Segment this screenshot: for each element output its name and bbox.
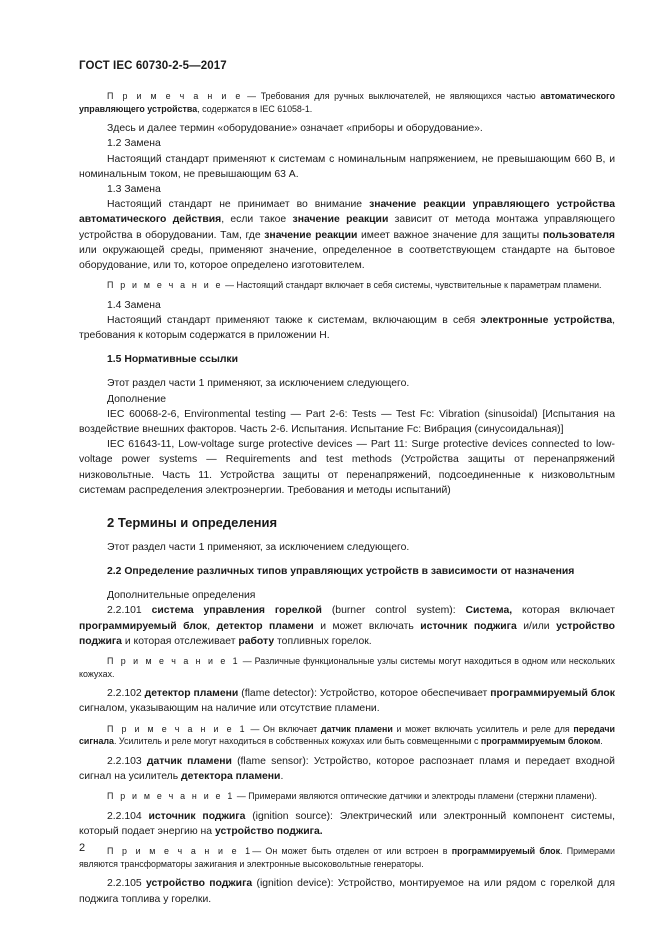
definition-2-2-105: 2.2.105 устройство поджига (ignition device): Устройство, монтируемое на или рядом с горелкой для поджига топлива у горелки. xyxy=(79,878,615,905)
clause-heading-1-3: 1.3 Замена xyxy=(107,184,161,195)
label-additional-definitions: Дополнительные определения xyxy=(107,590,256,602)
definition-2-2-103: 2.2.103 датчик пламени (flame sensor): Устройство, которое распознает пламя и передает входной сигнал на усилитель детектора пламени. xyxy=(79,755,615,783)
section-heading-2: 2 Термины и определения xyxy=(107,515,278,531)
note-2-2-102: П р и м е ч а н и е 1 — Он включает датчик пламени и может включать усилитель и реле для передачи сигнала. Усилитель и реле могут находиться в собственных кожухах или быть совмещенными с программируемым блоком. xyxy=(79,723,615,747)
paragraph-part1-applies-2: Этот раздел части 1 применяют, за исключением следующего. xyxy=(107,542,410,554)
paragraph-scope-voltage: Настоящий стандарт применяют к системам с номинальным напряжением, не превышающим 660 В, и номинальным током, не превышающим 63 А. xyxy=(79,153,615,180)
page-content xyxy=(79,90,615,907)
subsection-heading-1-5: 1.5 Нормативные ссылки xyxy=(107,354,239,366)
note-flame-systems: П р и м е ч а н и е — Настоящий стандарт включает в себя системы, чувствительные к параметрам пламени. xyxy=(107,280,602,291)
reference-iec-60068: IEC 60068-2-6, Environmental testing — Part 2-6: Tests — Test Fc: Vibration (sinusoidal) [Испытания на воздействие внешних факторов. Часть 2-6. Испытания. Испытание Fc: Вибрация (синусоидальная)] xyxy=(79,408,615,436)
paragraph-part1-applies: Этот раздел части 1 применяют, за исключением следующего. xyxy=(107,378,410,390)
note-2-2-104: П р и м е ч а н и е 1— Он может быть отделен от или встроен в программируемый блок. Примерами являются трансформаторы зажигания и электронные высоковольтные генераторы. xyxy=(79,846,615,869)
page-header-standard-id: ГОСТ IEC 60730-2-5—2017 xyxy=(79,60,227,72)
page-number: 2 xyxy=(79,842,86,854)
reference-iec-61643: IEC 61643-11, Low-voltage surge protective devices — Part 11: Surge protective devices connected to low-voltage power systems — Requirements and test methods (Устройства защиты от перенапряжений низковольтные. Часть 11. Устройства защиты от перенапряжений, подсоединенные к низковольтным системам распределения электроэнергии. Требования и методы испытаний) xyxy=(79,439,615,496)
definition-2-2-104: 2.2.104 источник поджига (ignition source): Электрический или электронный компонент системы, который подает энергию на устройство поджига. xyxy=(79,810,615,838)
note-2-2-101: П р и м е ч а н и е 1 — Различные функциональные узлы системы могут находиться в одном или нескольких кожухах. xyxy=(79,656,615,679)
clause-heading-1-2: 1.2 Замена xyxy=(107,138,161,150)
clause-heading-1-4: 1.4 Замена xyxy=(107,299,161,311)
subsection-heading-2-2: 2.2 Определение различных типов управляющих устройств в зависимости от назначения xyxy=(107,566,575,578)
note-2-2-103: П р и м е ч а н и е 1 — Примерами являются оптические датчики и электроды пламени (стержни пламени). xyxy=(107,791,597,802)
definition-2-2-101: 2.2.101 система управления горелкой (burner control system): Система, которая включает программируемый блок, детектор пламени и может включать источник поджига и/или устройство поджига и которая отслеживает работу топливных горелок. xyxy=(79,605,615,647)
note-manual-switches: П р и м е ч а н и е — Требования для ручных выключателей, не являющихся частью автоматического управляющего устройства, содержатся в IEC 61058-1. xyxy=(79,91,615,114)
paragraph-term-equipment: Здесь и далее термин «оборудование» означает «приборы и оборудование». xyxy=(107,123,483,135)
paragraph-electronic-devices: Настоящий стандарт применяют также к системам, включающим в себя электронные устройства, требования к которым содержатся в приложении Н. xyxy=(79,315,615,342)
definition-2-2-102: 2.2.102 детектор пламени (flame detector): Устройство, которое обеспечивает программируемый блок сигналом, указывающим на наличие или отсутствие пламени. xyxy=(79,688,615,715)
paragraph-response-value: Настоящий стандарт не принимает во внимание значение реакции управляющего устройства автоматического действия, если такое значение реакции зависит от метода монтажа управляющего устройства в оборудовании. Там, где значение реакции имеет важное значение для защиты пользователя или окружающей среды, применяют значение, определенное в соответствующем стандарте на бытовое оборудование, или то, которое определено изготовителем. xyxy=(79,199,616,272)
label-addition: Дополнение xyxy=(107,393,167,405)
